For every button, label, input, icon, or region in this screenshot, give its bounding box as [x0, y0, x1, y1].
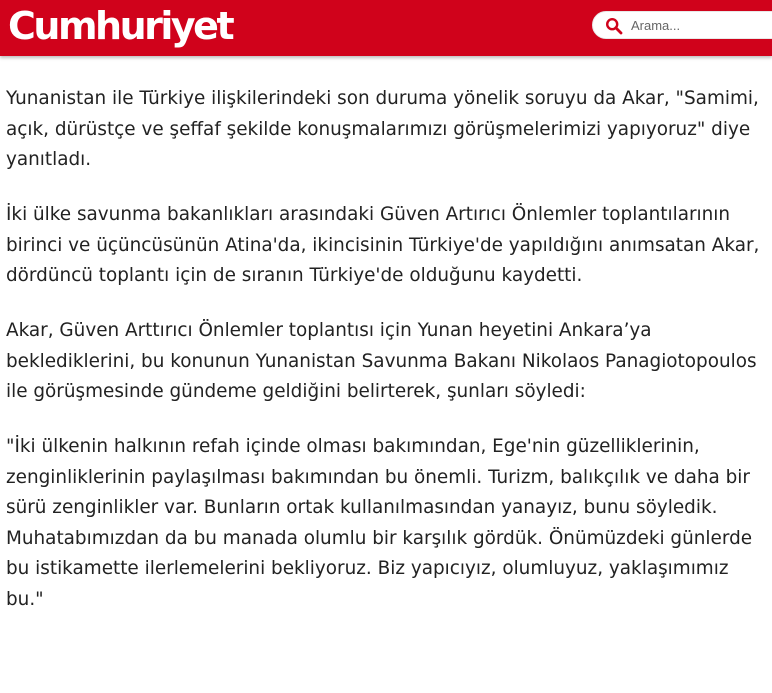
article-paragraph: İki ülke savunma bakanlıkları arasındaki Güven Artırıcı Önlemler toplantılarının birinci ve üçüncüsünün Atina'da, ikincisinin Türkiye'de yapıldığını anımsatan Akar, dördüncü toplantı için de sıranın Türkiye'de olduğunu kaydetti. [6, 204, 760, 286]
site-header [0, 0, 772, 56]
search-box[interactable] [592, 11, 772, 39]
article-quote: "İki ülkenin halkının refah içinde olması bakımından, Ege'nin güzelliklerinin, zenginliklerinin paylaşılması bakımından bu önemli. Turizm, balıkçılık ve daha bir sürü zenginlikler var. Bunların ortak kullanılmasından yanayız, bunu söyledik. Muhatabımızdan da bu manada olumlu bir karşılık gördük. Önümüzdeki günlerde bu istikamette ilerlemelerini bekliyoruz. Biz yapıcıyız, olumluyuz, yaklaşımımız bu." [6, 436, 753, 610]
site-logo[interactable]: Cumhuriyet [8, 4, 233, 48]
search-input[interactable] [631, 15, 772, 35]
search-icon[interactable] [605, 17, 623, 35]
article-body [6, 84, 768, 640]
article-paragraph: Akar, Güven Arttırıcı Önlemler toplantısı için Yunan heyetini Ankara’ya beklediklerini, bu konunun Yunanistan Savunma Bakanı Nikolaos Panagiotopoulos ile görüşmesinde gündeme geldiğini belirterek, şunları söyledi: [6, 320, 757, 402]
article-paragraph: Yunanistan ile Türkiye ilişkilerindeki son duruma yönelik soruyu da Akar, "Samimi, açık, dürüstçe ve şeffaf şekilde konuşmalarımızı görüşmelerimizi yapıyoruz" diye yanıtladı. [6, 88, 759, 170]
